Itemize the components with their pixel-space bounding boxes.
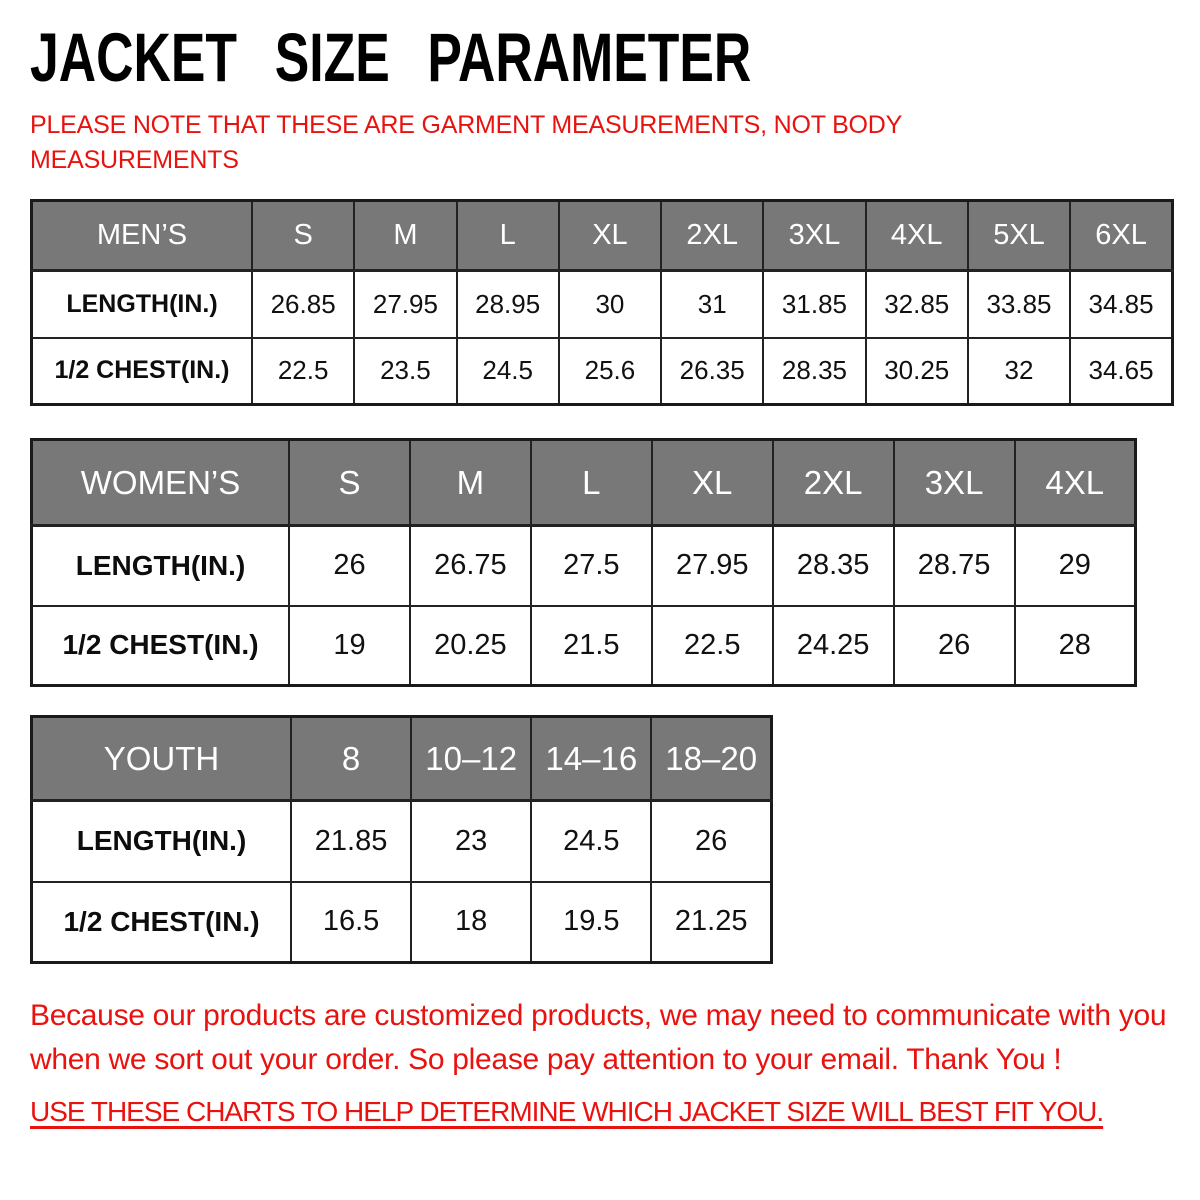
customization-notice-line-2: when we sort out your order. So please pay attention to your email. Thank You ! [30, 1043, 1062, 1076]
mens-value-cell: 25.6 [559, 338, 661, 405]
mens-value-cell: 31.85 [763, 271, 865, 338]
mens-value-cell: 32 [968, 338, 1070, 405]
womens-value-cell: 28.35 [773, 526, 894, 606]
womens-value-cell: 19 [289, 606, 410, 686]
mens-value-cell: 30.25 [866, 338, 968, 405]
mens-value-cell: 24.5 [457, 338, 559, 405]
mens-size-header-cell: S [252, 201, 354, 271]
youth-row-label-cell: 1/2 CHEST(IN.) [32, 882, 292, 963]
womens-size-header-cell: M [410, 440, 531, 526]
mens-row-label-cell: LENGTH(IN.) [32, 271, 253, 338]
youth-measurement-row [32, 882, 772, 963]
youth-size-header-cell: 10–12 [411, 717, 531, 801]
womens-value-cell: 21.5 [531, 606, 652, 686]
page-title: JACKET SIZE PARAMETER [30, 19, 752, 96]
womens-measurement-row [32, 526, 1136, 606]
womens-value-cell: 26 [894, 606, 1015, 686]
garment-measurement-note [30, 108, 1200, 178]
youth-value-cell: 16.5 [291, 882, 411, 963]
youth-value-cell: 19.5 [531, 882, 651, 963]
mens-size-header-cell: 6XL [1070, 201, 1172, 271]
mens-value-cell: 34.65 [1070, 338, 1172, 405]
youth-size-table [30, 715, 773, 964]
womens-measurement-row [32, 606, 1136, 686]
mens-value-cell: 28.95 [457, 271, 559, 338]
customization-notice [30, 994, 1200, 1082]
womens-value-cell: 27.95 [652, 526, 773, 606]
mens-value-cell: 31 [661, 271, 763, 338]
youth-value-cell: 23 [411, 801, 531, 882]
youth-size-header-cell: 8 [291, 717, 411, 801]
womens-value-cell: 28 [1015, 606, 1136, 686]
youth-measurement-row [32, 801, 772, 882]
womens-size-header-cell: 3XL [894, 440, 1015, 526]
womens-value-cell: 27.5 [531, 526, 652, 606]
mens-size-header-cell: 4XL [866, 201, 968, 271]
customization-notice-line-1: Because our products are customized products, we may need to communicate with you [30, 999, 1167, 1032]
mens-value-cell: 32.85 [866, 271, 968, 338]
womens-size-header-cell: 2XL [773, 440, 894, 526]
use-charts-instruction: USE THESE CHARTS TO HELP DETERMINE WHICH JACKET SIZE WILL BEST FIT YOU. [30, 1096, 1104, 1127]
youth-size-header-cell: 18–20 [651, 717, 771, 801]
mens-value-cell: 26.35 [661, 338, 763, 405]
youth-value-cell: 26 [651, 801, 771, 882]
womens-value-cell: 22.5 [652, 606, 773, 686]
mens-value-cell: 33.85 [968, 271, 1070, 338]
mens-header-row [32, 201, 1173, 271]
womens-size-table [30, 438, 1137, 687]
mens-measurement-row [32, 338, 1173, 405]
youth-size-header-cell: 14–16 [531, 717, 651, 801]
womens-header-row [32, 440, 1136, 526]
mens-size-header-cell: XL [559, 201, 661, 271]
mens-size-table [30, 199, 1174, 406]
mens-size-header-cell: 3XL [763, 201, 865, 271]
mens-value-cell: 34.85 [1070, 271, 1172, 338]
youth-value-cell: 18 [411, 882, 531, 963]
womens-size-header-cell: L [531, 440, 652, 526]
mens-value-cell: 30 [559, 271, 661, 338]
mens-table-title-cell: MEN’S [32, 201, 253, 271]
youth-table-title-cell: YOUTH [32, 717, 292, 801]
womens-value-cell: 29 [1015, 526, 1136, 606]
womens-size-header-cell: S [289, 440, 410, 526]
womens-value-cell: 20.25 [410, 606, 531, 686]
mens-size-header-cell: L [457, 201, 559, 271]
mens-row-label-cell: 1/2 CHEST(IN.) [32, 338, 253, 405]
womens-size-header-cell: 4XL [1015, 440, 1136, 526]
mens-value-cell: 23.5 [354, 338, 456, 405]
mens-value-cell: 27.95 [354, 271, 456, 338]
note-line-1: PLEASE NOTE THAT THESE ARE GARMENT MEASUREMENTS, NOT BODY [30, 111, 903, 139]
womens-value-cell: 24.25 [773, 606, 894, 686]
womens-value-cell: 26.75 [410, 526, 531, 606]
note-line-2: MEASUREMENTS [30, 146, 239, 174]
mens-value-cell: 26.85 [252, 271, 354, 338]
mens-size-header-cell: 2XL [661, 201, 763, 271]
mens-measurement-row [32, 271, 1173, 338]
mens-size-header-cell: M [354, 201, 456, 271]
youth-value-cell: 21.85 [291, 801, 411, 882]
womens-row-label-cell: LENGTH(IN.) [32, 526, 290, 606]
youth-row-label-cell: LENGTH(IN.) [32, 801, 292, 882]
womens-value-cell: 28.75 [894, 526, 1015, 606]
mens-value-cell: 28.35 [763, 338, 865, 405]
womens-size-header-cell: XL [652, 440, 773, 526]
womens-row-label-cell: 1/2 CHEST(IN.) [32, 606, 290, 686]
youth-value-cell: 21.25 [651, 882, 771, 963]
mens-value-cell: 22.5 [252, 338, 354, 405]
youth-value-cell: 24.5 [531, 801, 651, 882]
womens-value-cell: 26 [289, 526, 410, 606]
youth-header-row [32, 717, 772, 801]
womens-table-title-cell: WOMEN’S [32, 440, 290, 526]
mens-size-header-cell: 5XL [968, 201, 1070, 271]
